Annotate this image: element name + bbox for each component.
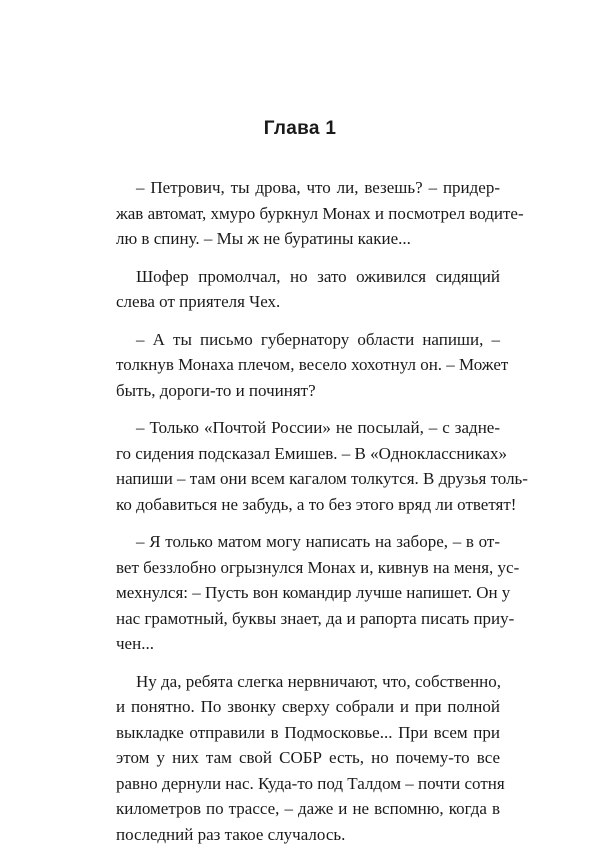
text-line: напиши – там они всем кагалом толкутся. В друзья толь-: [116, 469, 528, 488]
text-line: – А ты письмо губернатору области напиши, –: [136, 329, 500, 349]
text-line: слева от приятеля Чех.: [116, 292, 281, 311]
text-line: – Я только матом могу написать на заборе, – в от-: [136, 532, 500, 551]
text-line: Шофер промолчал, но зато оживился сидящий: [136, 266, 500, 286]
text-line: лю в спину. – Мы ж не буратины какие...: [116, 229, 411, 248]
text-line: последний раз такое случалось.: [116, 824, 346, 844]
text-line: го сидения подсказал Емишев. – В «Одноклассниках»: [116, 443, 508, 463]
text-line: ко добавиться не забудь, а то без этого вряд ли ответят!: [116, 494, 517, 514]
text-line: километров по трассе, – даже и не вспомню, когда в: [116, 799, 500, 818]
text-line: выкладке отправили в Подмосковье... При всем при: [116, 722, 500, 742]
text-line: Ну да, ребята слегка нервничают, что, собственно,: [136, 671, 502, 691]
text-line: жав автомат, хмуро буркнул Монах и посмотрел водите-: [116, 203, 524, 223]
paragraph-6: [116, 669, 505, 848]
text-line: толкнув Монаха плечом, весело хохотнул он. – Может: [116, 355, 509, 374]
text-line: – Петрович, ты дрова, что ли, везешь? – придер-: [136, 178, 500, 197]
text-line: вет беззлобно огрызнулся Монах и, кивнув на меня, ус-: [116, 557, 520, 577]
chapter-body: [116, 175, 528, 859]
text-line: быть, дороги-то и починят?: [116, 380, 316, 400]
paragraph-4: [116, 415, 528, 517]
text-line: мехнулся: – Пусть вон командир лучше напишет. Он у: [116, 583, 511, 602]
text-line: равно дернули нас. Куда-то под Талдом – почти сотня: [116, 773, 505, 793]
paragraph-1: [116, 175, 524, 252]
paragraph-5: [116, 529, 520, 657]
text-line: – Только «Почтой России» не посылай, – с задне-: [136, 418, 500, 437]
text-line: и понятно. По звонку сверху собрали и при полной: [116, 697, 500, 716]
text-line: нас грамотный, буквы знает, да и рапорта писать приу-: [116, 608, 515, 628]
text-line: этом у них там свой СОБР есть, но почему-то все: [116, 748, 500, 767]
paragraph-2: [116, 264, 500, 315]
paragraph-3: [116, 327, 509, 404]
chapter-title: Глава 1: [263, 118, 337, 139]
text-line: чен...: [116, 634, 154, 653]
